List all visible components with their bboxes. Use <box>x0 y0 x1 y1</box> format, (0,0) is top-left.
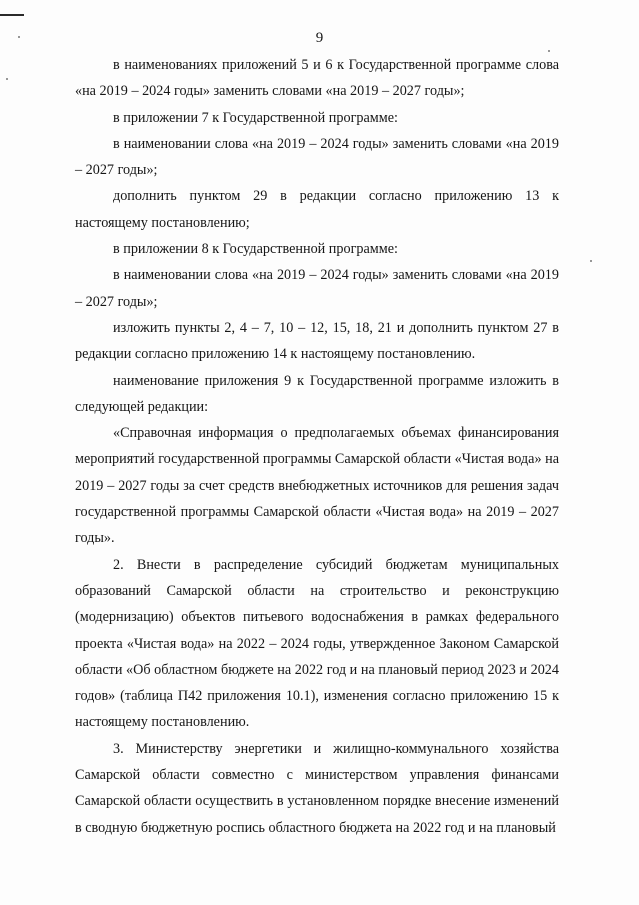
paragraph: в наименовании слова «на 2019 – 2024 годы» заменить словами «на 2019 – 2027 годы»; <box>75 267 559 310</box>
scan-corner-mark <box>0 14 24 16</box>
paragraph: в наименованиях приложений 5 и 6 к Государственной программе слова «на 2019 – 2024 годы» заменить словами «на 2019 – 2027 годы»; <box>75 57 559 100</box>
paragraph: изложить пункты 2, 4 – 7, 10 – 12, 15, 18, 21 и дополнить пунктом 27 в редакции согласно приложению 14 к настоящему постановлению. <box>75 319 559 363</box>
paragraph: 2. Внести в распределение субсидий бюджетам муниципальных образований Самарской области на строительство и реконструкцию (модернизацию) объектов питьевого водоснабжения в рамках федерального проекта «Чистая вода» на 2022 – 2024 годы, утвержденное Законом Самарской области «Об областном бюджете на 2022 год и на плановый период 2023 и 2024 годов» (таблица П42 приложения 10.1), изменения согласно приложению 15 к настоящему постановлению. <box>75 556 559 731</box>
scan-speck <box>590 260 592 262</box>
paragraph: «Справочная информация о предполагаемых объемах финансирования мероприятий государственной программы Самарской области «Чистая вода» на 2019 – 2027 годы за счет средств внебюджетных источников для решения задач государственной программы Самарской области «Чистая вода» на 2019 – 2027 годы». <box>75 425 559 547</box>
paragraph: дополнить пунктом 29 в редакции согласно приложению 13 к настоящему постановлению; <box>75 188 559 231</box>
paragraph: в наименовании слова «на 2019 – 2024 годы» заменить словами «на 2019 – 2027 годы»; <box>75 135 559 179</box>
page-number: 9 <box>315 30 324 46</box>
paragraph: наименование приложения 9 к Государственной программе изложить в следующей редакции: <box>75 372 559 415</box>
scan-speck <box>6 78 8 80</box>
paragraph: в приложении 7 к Государственной программе: <box>113 109 398 126</box>
paragraph: в приложении 8 к Государственной программе: <box>113 241 398 258</box>
paragraph: 3. Министерству энергетики и жилищно-коммунального хозяйства Самарской области совместно с министерством управления финансами Самарской области осуществить в установленном порядке внесение изменений в сводную бюджетную роспись областного бюджета на 2022 год и на плановый <box>75 740 559 836</box>
document-body <box>75 52 559 841</box>
